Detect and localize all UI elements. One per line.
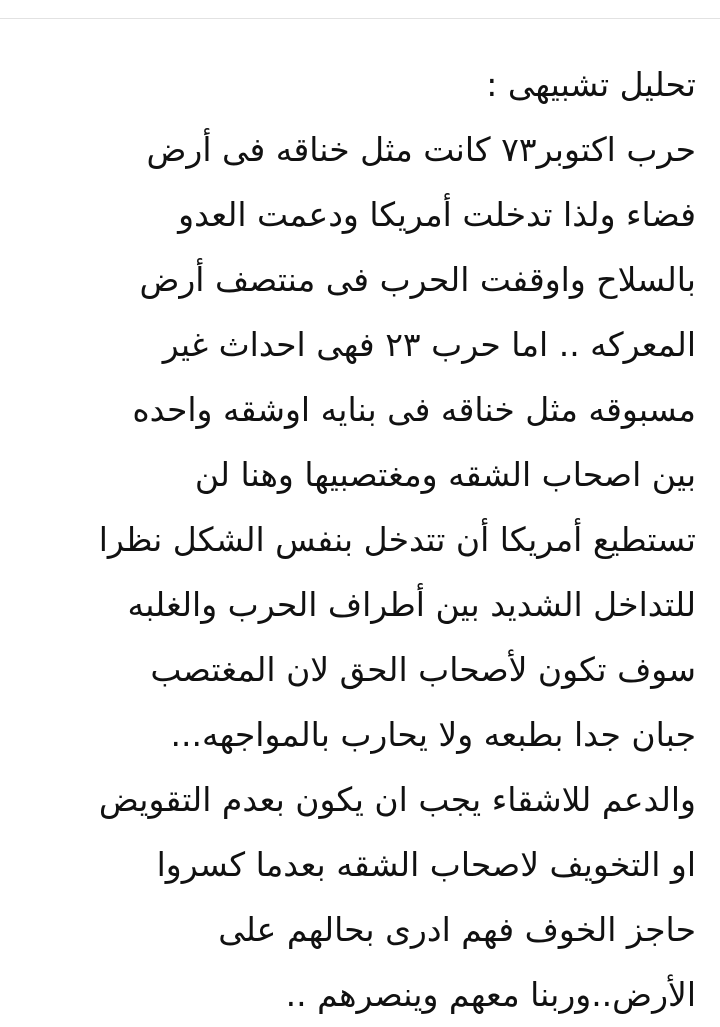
top-divider — [0, 18, 720, 19]
post-line: حاجز الخوف فهم ادرى بحالهم على — [218, 910, 696, 949]
post-line: تستطيع أمريكا أن تتدخل بنفس الشكل نظرا — [98, 520, 696, 559]
post-line: بين اصحاب الشقه ومغتصبيها وهنا لن — [194, 455, 696, 494]
post-line: للتداخل الشديد بين أطراف الحرب والغلبه — [127, 585, 696, 624]
post-line: بالسلاح واوقفت الحرب فى منتصف أرض — [139, 260, 696, 299]
post-line: سوف تكون لأصحاب الحق لان المغتصب — [150, 650, 696, 689]
post-line: جبان جدا بطبعه ولا يحارب بالمواجهه... — [170, 715, 696, 754]
post-line: فضاء ولذا تدخلت أمريكا ودعمت العدو — [178, 195, 696, 234]
post-line: مسبوقه مثل خناقه فى بنايه اوشقه واحده — [132, 390, 696, 429]
post-line: والدعم للاشقاء يجب ان يكون بعدم التقويض — [98, 780, 696, 819]
post-line: او التخويف لاصحاب الشقه بعدما كسروا — [156, 845, 696, 884]
post-line: المعركه .. اما حرب ٢٣ فهى احداث غير — [162, 325, 696, 364]
post-text — [16, 52, 696, 1027]
post-line: تحليل تشبيهى : — [486, 65, 696, 104]
post-line: حرب اكتوبر٧٣ كانت مثل خناقه فى أرض — [146, 130, 696, 169]
post-line: الأرض..وربنا معهم وينصرهم .. — [285, 975, 696, 1014]
